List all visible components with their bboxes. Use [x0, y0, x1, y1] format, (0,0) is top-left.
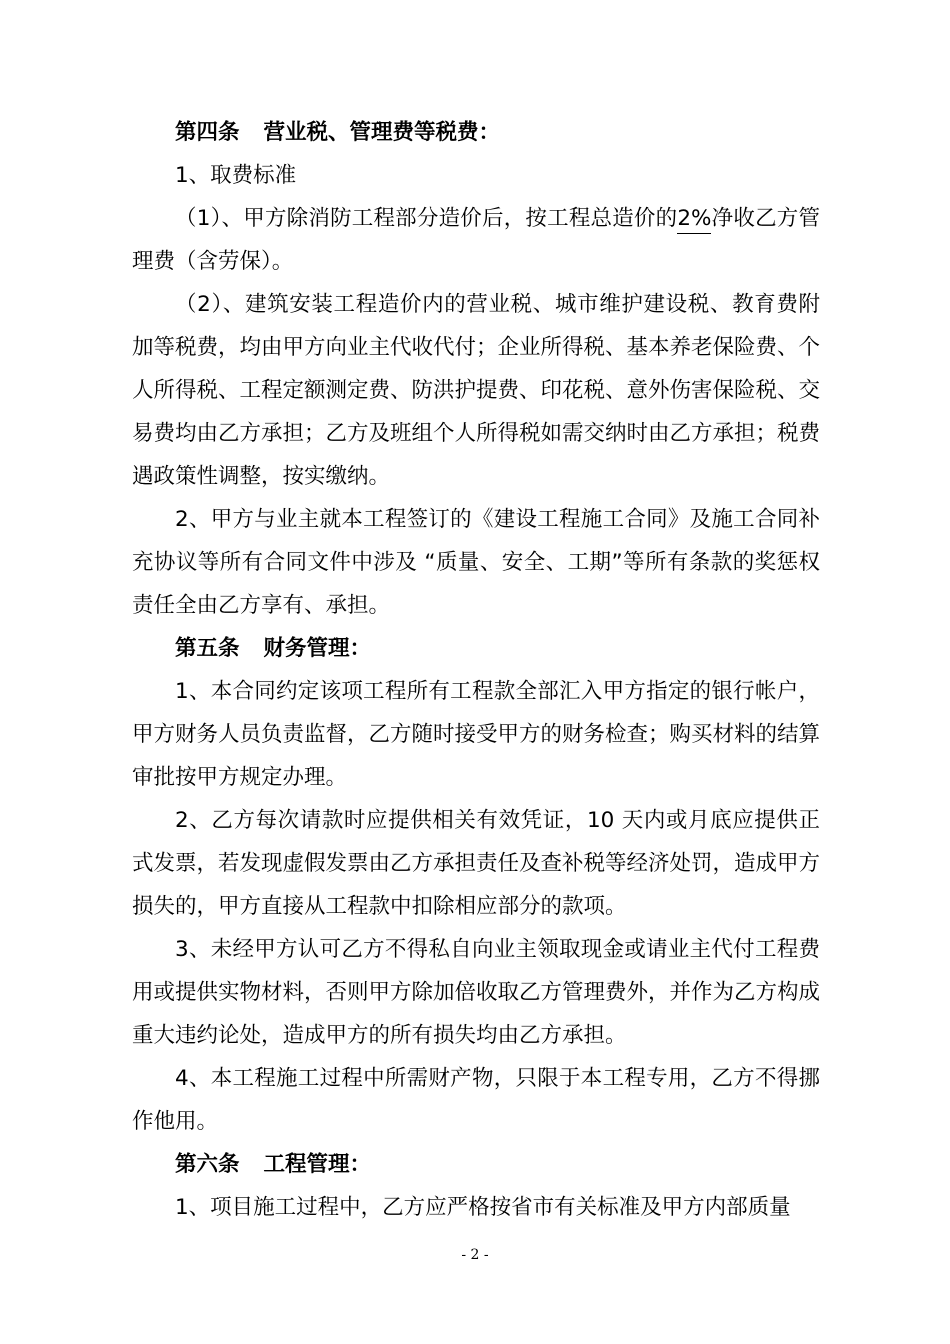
management-fee-rate: 2%: [677, 206, 711, 234]
article-6-heading: 第六条 工程管理：: [175, 1152, 372, 1177]
article-5-para-2: 2、乙方每次请款时应提供相关有效凭证，10 天内或月底应提供正式发票，若发现虚假发票由乙方承担责任及查补税等经济处罚，造成甲方损失的，甲方直接从工程款中扣除相应部分的款项。: [132, 808, 821, 919]
article-6-para-1: 1、项目施工过程中，乙方应严格按省市有关标准及甲方内部质量: [175, 1195, 791, 1220]
article-4-para-2: 2、甲方与业主就本工程签订的《建设工程施工合同》及施工合同补充协议等所有合同文件中涉及 “质量、安全、工期”等所有条款的奖惩权责任全由乙方享有、承担。: [132, 507, 820, 618]
article-4-heading: 第四条 营业税、管理费等税费：: [175, 120, 501, 145]
article-5-para-1: 1、本合同约定该项工程所有工程款全部汇入甲方指定的银行帐户，甲方财务人员负责监督，乙方随时接受甲方的财务检查；购买材料的结算审批按甲方规定办理。: [132, 679, 821, 790]
article-4-para-1-2: （2）、建筑安装工程造价内的营业税、城市维护建设税、教育费附加等税费，均由甲方向业主代收代付；企业所得税、基本养老保险费、个人所得税、工程定额测定费、防洪护提费、印花税、意外伤害保险税、交易费均由乙方承担；乙方及班组个人所得税如需交纳时由乙方承担；税费遇政策性调整，按实缴纳。: [132, 292, 821, 489]
article-5-heading: 第五条 财务管理：: [175, 636, 372, 661]
article-4-para-1: 1、取费标准: [175, 163, 297, 188]
article-5-para-3: 3、未经甲方认可乙方不得私自向业主领取现金或请业主代付工程费用或提供实物材料，否则甲方除加倍收取乙方管理费外，并作为乙方构成重大违约论处，造成甲方的所有损失均由乙方承担。: [132, 937, 821, 1048]
article-5-para-4: 4、本工程施工过程中所需财产物，只限于本工程专用，乙方不得挪作他用。: [132, 1066, 820, 1134]
page-number: - 2 -: [461, 1247, 489, 1263]
document-body: [132, 111, 820, 1229]
article-4-para-1-1: （1）、甲方除消防工程部分造价后，按工程总造价的2%净收乙方管理费（含劳保）。: [132, 206, 820, 274]
